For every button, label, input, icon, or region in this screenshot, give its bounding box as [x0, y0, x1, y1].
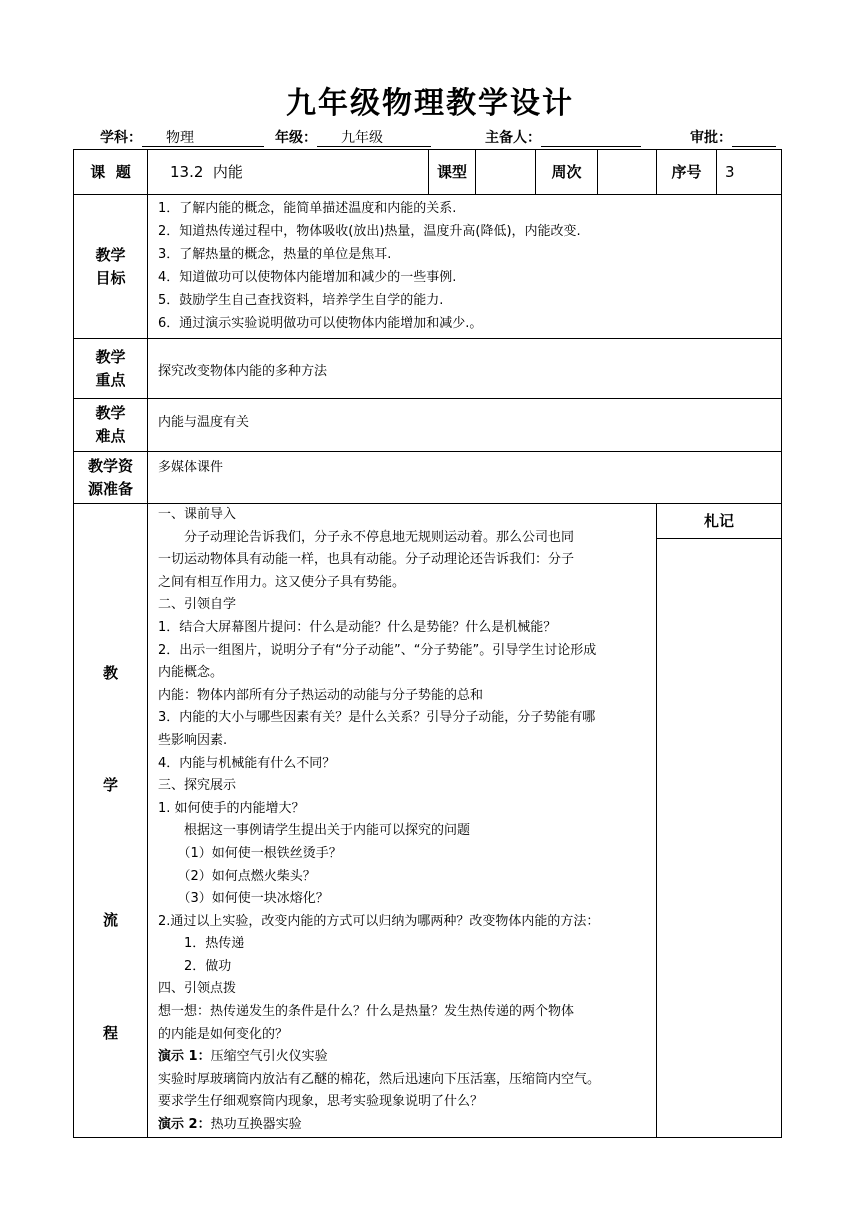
demo2-line: 演示 2：热功互换器实验: [158, 1117, 302, 1133]
goal-item: 4．知道做功可以使物体内能增加和减少的一些事例.: [158, 270, 457, 285]
difficulty-row: [74, 399, 782, 452]
process-row: [74, 504, 782, 1138]
subject-label: 学科：: [100, 130, 142, 146]
difficulty-value: 内能与温度有关: [148, 399, 782, 452]
process-content: 一、课前导入 分子动理论告诉我们，分子永不停息地无规则运动着。那么公司也同 一切运动物体具有动能一样，也具有动能。分子动理论还告诉我们：分子 之间有相互作用力。这又使分子具有势能。 二、引领自学 1．结合大屏幕图片提问：什么是动能？什么是势能？什么是机械能？ 2．出示一组图片，说明分子有“分子动能”、“分子势能”。引导学生讨论形成 内能概念。 内能：物体内部所有分子热运动的动能与分子势能的总和 3．内能的大小与哪些因素有关？是什么关系？引导分子动能，分子势能有哪 些影响因素. 4．内能与机械能有什么不同？ 三、探究展示 1. 如何使手的内能增大？ 根据这一事例请学生提出关于内能可以探究的问题 （1）如何使一根铁丝烫手？ （2）如何点燃火柴头？ （3）如何使一块冰熔化？ 2.通过以上实验，改变内能的方式可以归纳为哪两种？改变物体内能的方法： 1．热传递 2．做功 四、引领点拨 想一想：热传递发生的条件是什么？什么是热量？发生热传递的两个物体 的内能是如何变化的？ 演示 1：压缩空气引火仪实验 实验时厚玻璃筒内放沾有乙醚的棉花，然后迅速向下压活塞，压缩筒内空气。 要求学生仔细观察筒内现象，思考实验现象说明了什么？ 演示 2：热功互换器实验: [148, 504, 657, 1138]
grade-value: 九年级: [317, 128, 431, 147]
goals-label: 教学 目标: [74, 195, 148, 339]
notes-label: 札记: [657, 504, 781, 539]
goal-item: 6．通过演示实验说明做功可以使物体内能增加和减少.。: [158, 316, 483, 331]
key-points-label: 教学 重点: [74, 339, 148, 399]
topic-label: 课 题: [74, 150, 148, 195]
key-points-value: 探究改变物体内能的多种方法: [148, 339, 782, 399]
notes-column: [657, 504, 782, 1138]
goals-content: [148, 195, 782, 339]
goal-item: 5．鼓励学生自己查找资料，培养学生自学的能力.: [158, 293, 444, 308]
goals-row: [74, 195, 782, 339]
page-title: 九年级物理教学设计: [286, 86, 574, 121]
grade-field: [275, 128, 431, 148]
week-value: [598, 150, 657, 195]
demo1-line: 演示 1：压缩空气引火仪实验: [158, 1049, 328, 1065]
approval-value: [732, 128, 776, 147]
process-label-char: 流: [102, 911, 118, 929]
subject-value: 物理: [142, 128, 264, 147]
resources-row: [74, 452, 782, 504]
resources-value: 多媒体课件: [148, 452, 782, 504]
process-label-char: 程: [102, 1024, 118, 1042]
type-label: 课型: [429, 150, 476, 195]
key-points-row: [74, 339, 782, 399]
goal-item: 2．知道热传递过程中，物体吸收(放出)热量，温度升高(降低)，内能改变.: [158, 224, 581, 239]
goal-item: 3．了解热量的概念，热量的单位是焦耳.: [158, 247, 392, 262]
preparer-value: [541, 128, 641, 147]
preparer-field: [485, 128, 641, 148]
approval-label: 审批：: [690, 130, 732, 146]
difficulty-label: 教学 难点: [74, 399, 148, 452]
resources-label: 教学资 源准备: [74, 452, 148, 504]
header-row: [74, 150, 782, 195]
approval-field: [690, 128, 776, 148]
subject-field: [100, 128, 264, 148]
seq-value: 3: [717, 150, 782, 195]
lesson-plan-table: [73, 149, 782, 1138]
process-label-char: 教: [102, 664, 118, 682]
grade-label: 年级：: [275, 130, 317, 146]
topic-value: 13.2 内能: [148, 150, 429, 195]
process-label: [74, 504, 148, 1138]
week-label: 周次: [536, 150, 598, 195]
seq-label: 序号: [657, 150, 717, 195]
process-label-char: 学: [102, 776, 118, 794]
goal-item: 1．了解内能的概念，能简单描述温度和内能的关系.: [158, 201, 457, 216]
type-value: [476, 150, 536, 195]
preparer-label: 主备人：: [485, 130, 541, 146]
